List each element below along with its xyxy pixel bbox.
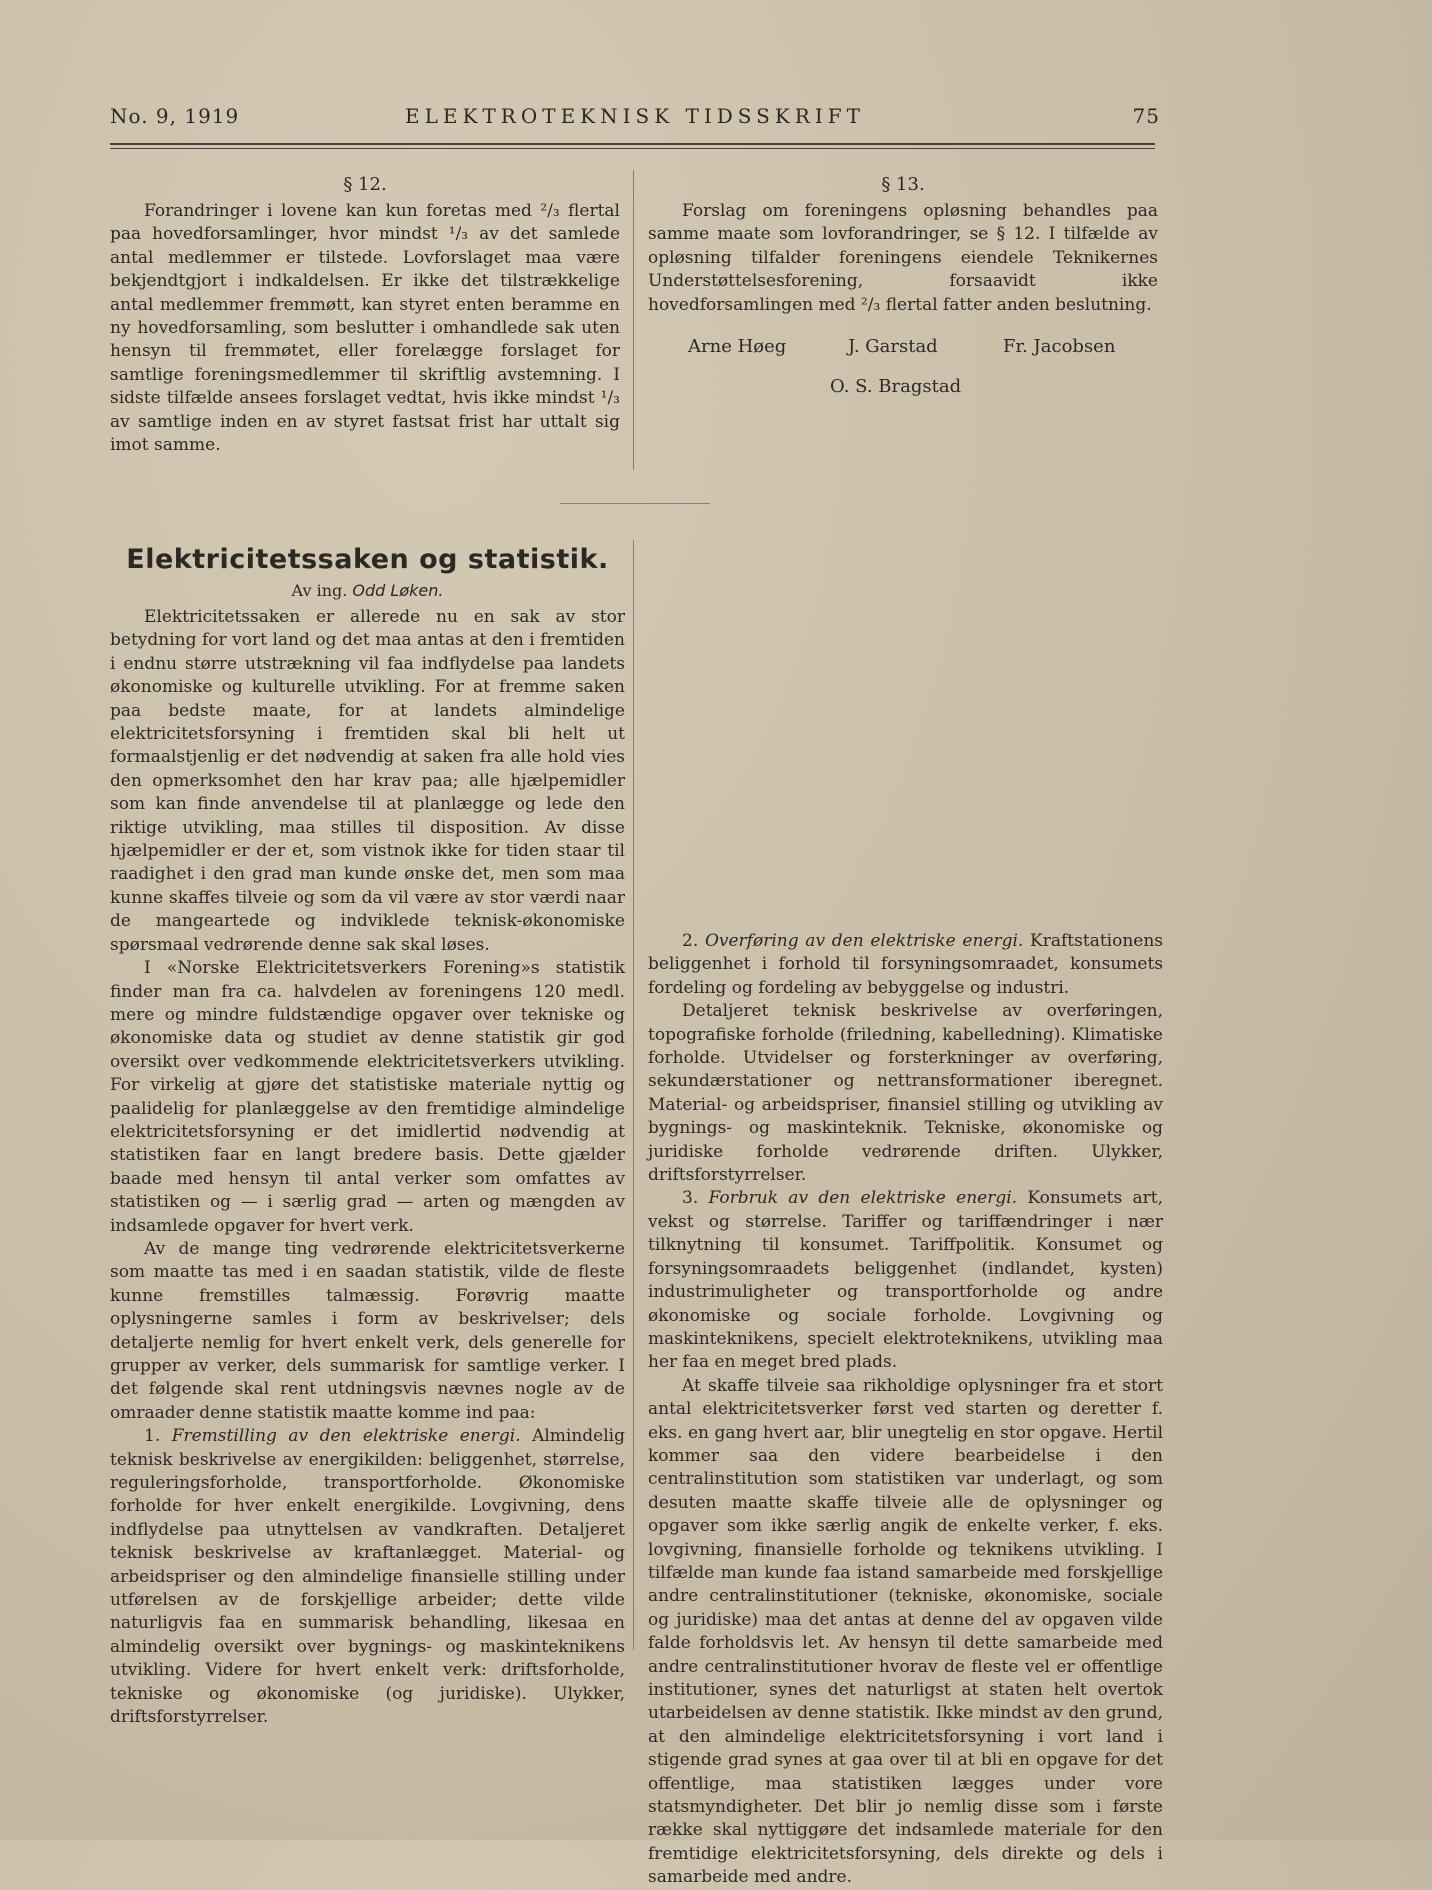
list-item-number: 2. <box>682 931 699 951</box>
issue-number: No. 9, 1919 <box>110 104 240 128</box>
column-divider-top <box>633 170 634 470</box>
section-13-heading: § 13. <box>881 174 925 195</box>
list-item-title: Overføring av den elektriske energi. <box>704 931 1024 951</box>
list-item-title: Fremstilling av den elektriske energi. <box>171 1426 521 1447</box>
article-paragraph: At skaffe tilveie saa rikholdige oplysninger fra et stort antal elektricitetsverker først ved starten og deretter f. eks. en gang hvert aar, blir unegtelig en stor opgave. Hertil kommer saa den videre bearbeidelse i den centralinstitution som statistiken var underlagt, og som desuten maatte skaffe tilveie alle de oplysninger og opgaver som ikke særlig angik de enkelte verker, f. eks. lovgivning, finansielle forholde og teknikens utvikling. I tilfælde man kunde faa istand samarbeide med forskjellige andre centralinstitutioner (tekniske, økonomiske, sociale og juridiske) maa det antas at denne del av opgaven vilde falde forholdsvis let. Av hensyn til dette samarbeide med andre centralinstitutioner hvorav de fleste vel er offentlige institutioner, synes det naturligst at staten helt overtok utarbeidelsen av denne statistik. Ikke mindst av den grund, at den almindelige elektricitetsforsyning i vort land i stigende grad synes at gaa over til at bli en opgave for det offentlige, maa statistiken lægges under vore statsmyndigheter. Det blir jo nemlig disse som i første række skal nyttiggøre det indsamlede materiale for den fremtidige elektricitetsforsyning, dels direkte og dels i samarbeide med andre. <box>648 1375 1163 1888</box>
list-item-2 <box>648 930 1163 1000</box>
section-12-heading: § 12. <box>343 174 387 195</box>
page-number: 75 <box>1132 104 1160 128</box>
section-separator <box>560 503 710 504</box>
list-item-3 <box>648 1187 1163 1374</box>
section-12 <box>110 170 620 457</box>
list-item-text: Kraftstationens beliggenhet i forhold til forsyningsomraadet, konsumets fordeling og fordeling av bebyggelse og industri. <box>648 931 1164 998</box>
signature-jacobsen: Fr. Jacobsen <box>1003 336 1116 358</box>
journal-title: ELEKTROTEKNISK TIDSSKRIFT <box>405 104 865 128</box>
article-paragraph: I «Norske Elektricitetsverkers Forening»s statistik finder man fra ca. halvdelen av foreningens 120 medl. mere og mindre fuldstændige opgaver over tekniske og økonomiske data og studiet av denne statistik gir god oversikt over vedkommende elektricitetsverkers utvikling. For virkelig at gjøre det statistiske materiale nyttig og paalidelig for planlæggelse av den fremtidige almindelige elektricitetsforsyning er det imidlertid nødvendig at statistiken faar en langt bredere basis. Dette gjælder baade med hensyn til antal verker som omfattes av statistiken og — i særlig grad — arten og mængden av indsamlede opgaver for hvert verk. <box>110 958 625 1236</box>
article-title: Elektricitetssaken og statistik. <box>126 544 609 575</box>
running-header <box>110 104 1160 134</box>
signature-bragstad: O. S. Bragstad <box>830 376 962 398</box>
byline-prefix: Av ing. <box>291 581 348 600</box>
section-13 <box>648 170 1158 407</box>
list-item-number: 1. <box>144 1426 161 1447</box>
list-item-title: Forbruk av den elektriske energi. <box>708 1188 1018 1209</box>
article-right-column <box>648 930 1163 1890</box>
article-paragraph: Detaljeret teknisk beskrivelse av overføringen, topografiske forholde (friledning, kabelledning). Klimatiske forholde. Utvidelser og forsterkninger av overføring, sekundærstationer og nettransformationer iberegnet. Material- og arbeidspriser, finansiel stilling og utvikling av bygnings- og maskinteknik. Tekniske, økonomiske og juridiske forholde vedrørende driften. Ulykker, driftsforstyrrelser. <box>648 1001 1163 1186</box>
author-name: Odd Løken. <box>352 581 444 600</box>
signature-garstad: J. Garstad <box>848 336 938 358</box>
list-item-1 <box>110 1425 625 1729</box>
section-12-text: Forandringer i lovene kan kun foretas med ²/₃ flertal paa hovedforsamlinger, hvor mindst ¹/₃ av det samlede antal medlemmer er tilstede. Lovforslaget maa være bekjendtgjort i indkaldelsen. Er ikke det tilstrækkelige antal medlemmer fremmøtt, kan styret enten beramme en ny hovedforsamling, som beslutter i omhandlede sak uten hensyn til fremmøtet, eller forelægge forslaget for samtlige foreningsmedlemmer til skriftlig avstemning. I sidste tilfælde ansees forslaget vedtat, hvis ikke mindst ¹/₃ av samtlige inden en av styret fastsat frist har uttalt sig imot samme. <box>110 201 620 456</box>
signature-hoeg: Arne Høeg <box>688 336 787 358</box>
article-paragraph: Elektricitetssaken er allerede nu en sak av stor betydning for vort land og det maa antas at den i fremtiden i endnu større utstrækning vil faa indflydelse paa landets økonomiske og kulturelle utvikling. For at fremme saken paa bedste maate, for at landets almindelige elektricitetsforsyning i fremtiden skal bli helt ut formaalstjenlig er det nødvendig at saken fra alle hold vies den opmerksomhet den har krav paa; alle hjælpemidler som kan finde anvendelse til at planlægge og lede den riktige utvikling, maa stilles til disposition. Av disse hjælpemidler er der et, som vistnok ikke for tiden staar til raadighet i den grad man kunde ønske det, men som maa kunne skaffes tilveie og som da vil være av stor værdi naar de mangeartede og indviklede teknisk-økonomiske spørsmaal vedrørende denne sak skal løses. <box>110 607 625 955</box>
column-divider-article <box>633 540 634 1650</box>
article-left-column <box>110 540 625 1730</box>
section-13-text: Forslag om foreningens opløsning behandles paa samme maate som lovforandringer, se § 12. I tilfælde av opløsning tilfalder foreningens eiendele Teknikernes Understøttelsesforening, forsaavidt ikke hovedforsamlingen med ²/₃ flertal fatter anden beslutning. <box>648 201 1158 315</box>
header-rule-thin <box>110 148 1155 149</box>
article-paragraph: Av de mange ting vedrørende elektricitetsverkerne som maatte tas med i en saadan statistik, vilde de fleste kunne fremstilles talmæssig. Forøvrig maatte oplysningerne samles i form av beskrivelser; dels detaljerte nemlig for hvert enkelt verk, dels generelle for grupper av verker, dels summarisk for samtlige verker. I det følgende skal rent utdningsvis nævnes nogle av de omraader denne statistik maatte komme ind paa: <box>110 1238 625 1423</box>
list-item-number: 3. <box>682 1188 699 1209</box>
header-rule <box>110 143 1155 145</box>
byline <box>110 580 625 606</box>
list-item-text: Konsumets art, vekst og størrelse. Tariffer og tariffændringer i nær tilknytning til konsumet. Tariffpolitik. Konsumet og forsyningsomraadets beliggenhet (indlandet, kysten) industrimuligheter og transportforholde og andre økonomiske og sociale forholde. Lovgivning og maskinteknikens, specielt elektroteknikens, utvikling maa her faa en meget bred plads. <box>648 1188 1163 1373</box>
list-item-text: Almindelig teknisk beskrivelse av energikilden: beliggenhet, størrelse, reguleringsforholde, transportforholde. Økonomiske forholde for hver enkelt energikilde. Lovgivning, dens indflydelse paa utnyttelsen av vandkraften. Detaljeret teknisk beskrivelse av kraftanlægget. Material- og arbeidspriser og den almindelige finansielle stilling under utførelsen av de forskjellige arbeider; dette vilde naturligvis faa en summarisk behandling, likesaa en almindelig oversikt over bygnings- og maskinteknikens utvikling. Videre for hvert enkelt verk: driftsforholde, tekniske og økonomiske (og juridiske). Ulykker, driftsforstyrrelser. <box>110 1426 625 1728</box>
signatures <box>648 317 1158 407</box>
